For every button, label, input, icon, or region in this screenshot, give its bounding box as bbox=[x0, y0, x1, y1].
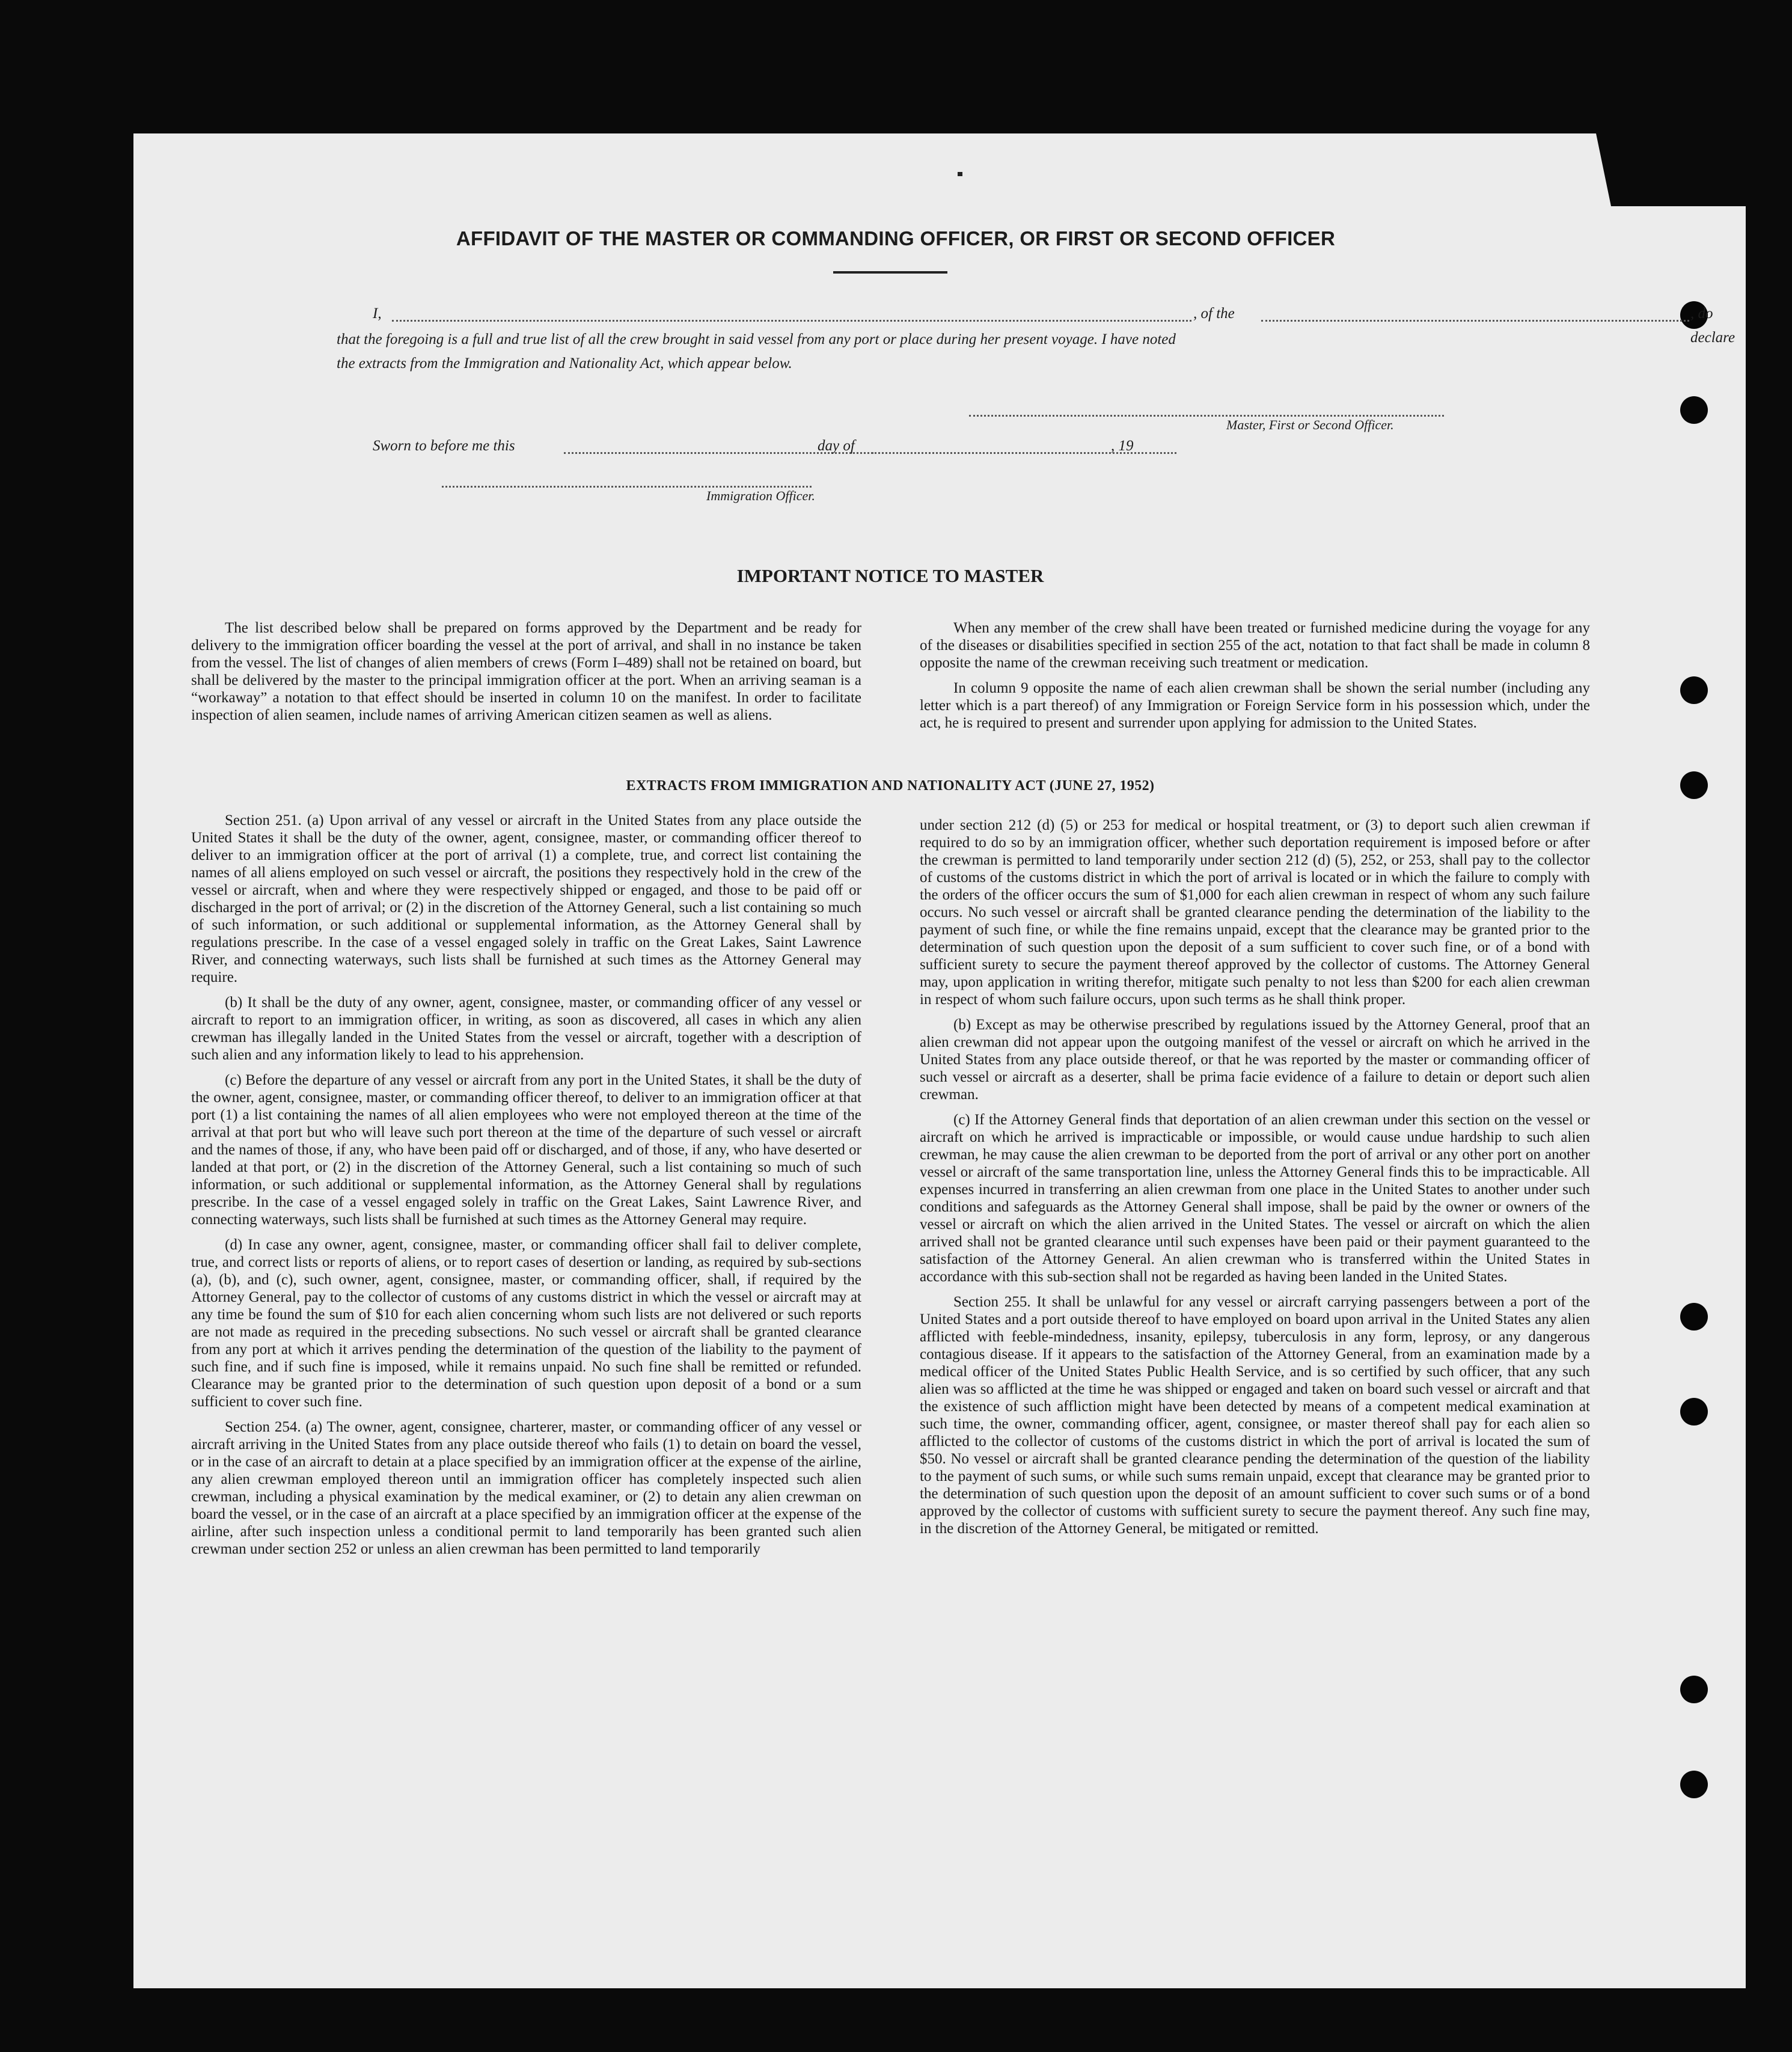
extract-paragraph: (b) It shall be the duty of any owner, agent, consignee, master, or commanding officer of any vessel or aircraft to report to an immigration officer, in writing, as soon as discovered, all cases in which any alien crewman has illegally landed in the United States from the vessel or aircraft, together with a description of such alien and any information likely to lead to his apprehension. bbox=[191, 994, 861, 1063]
notice-right-column bbox=[920, 619, 1590, 740]
notice-paragraph: The list described below shall be prepared on forms approved by the Department and be ready for delivery to the immigration officer boarding the vessel at the port of arrival, and shall in no instance be taken from the vessel. The list of changes of alien members of crews (Form I–489) shall not be retained on board, but shall be delivered by the master to the principal immigration officer at the port. When an arriving seaman is a “workaway” a notation to that effect should be inserted in column 10 on the manifest. In order to facilitate inspection of alien seamen, include names of arriving American citizen seamen as well as aliens. bbox=[191, 620, 861, 723]
extracts-right-column bbox=[920, 816, 1590, 1545]
affidavit-of-the: , of the bbox=[1193, 305, 1235, 322]
binder-hole bbox=[1680, 396, 1708, 424]
title-rule bbox=[833, 271, 947, 274]
binder-hole bbox=[1680, 1676, 1708, 1703]
extract-paragraph: under section 212 (d) (5) or 253 for medical or hospital treatment, or (3) to deport such alien crewman if required to do so by an immigration officer, whether such deportation requirement is imposed before or after the crewman is permitted to land temporarily under section 212 (d) (5), 252, or 253, shall pay to the collector of customs of the customs district in which the port of arrival is located or in which the failure to comply with the orders of the officer occurs the sum of $1,000 for each alien crewman in respect of whom any such failure occurs. No such vessel or aircraft shall be granted clearance pending the determination of the liability to the payment of such fine, or while the fine remains unpaid, except that the clearance may be granted prior to the determination of such question upon the deposit of a sum sufficient to cover such fine, or of a bond with sufficient surety to secure the payment thereof approved by the collector of customs. The Attorney General may, upon application in writing therefor, mitigate such penalty to not less than $200 for each alien crewman in respect of whom such failure occurs, upon such terms as he shall think proper. bbox=[920, 817, 1590, 1008]
notice-paragraph: When any member of the crew shall have been treated or furnished medicine during the voyage for any of the diseases or disabilities specified in section 255 of the act, notation to that fact shall be made in column 8 opposite the name of the crewman receiving such treatment or medication. bbox=[920, 620, 1590, 671]
extract-paragraph: (c) Before the departure of any vessel or aircraft from any port in the United States, it shall be the duty of the owner, agent, consignee, master, or commanding officer thereof, to deliver to an immigration officer at that port (1) a list containing the names of all alien employees who were not employed thereon at the time of the arrival at that port but who will leave such port thereon at the time of the departure of such vessel or aircraft and the names of those, if any, who have been paid off or discharged, and of those, if any, who have deserted or landed at that port, or (2) in the discretion of the Attorney General, such a list containing so much of such information, or such additional or supplemental information, as the Attorney General shall by regulations prescribe. In the case of a vessel engaged solely in traffic on the Great Lakes, Saint Lawrence River, and connecting waterways, such lists shall be furnished at such times as the Attorney General may require. bbox=[191, 1072, 861, 1228]
notice-paragraph: In column 9 opposite the name of each alien crewman shall be shown the serial number (including any letter which is a part thereof) of any Immigration or Foreign Service form in his possession which, under the act, he is required to present and surrender upon applying for admission to the United States. bbox=[920, 680, 1590, 731]
affidavit-line-3: the extracts from the Immigration and Nationality Act, which appear below. bbox=[337, 355, 792, 372]
master-signature-label: Master, First or Second Officer. bbox=[1226, 417, 1394, 432]
year-text: , 19 bbox=[1111, 438, 1134, 454]
officer-signature-line[interactable] bbox=[442, 486, 812, 488]
vessel-blank[interactable] bbox=[1261, 320, 1689, 322]
extracts-left-column bbox=[191, 812, 861, 1566]
extract-paragraph: Section 255. It shall be unlawful for any vessel or aircraft carrying passengers between a port of the United States and a port outside thereof to have employed on board upon arrival in the United States any alien afflicted with feeble-mindedness, insanity, epilepsy, tuberculosis in any form, leprosy, or any dangerous contagious disease. If it appears to the satisfaction of the Attorney General, from an examination made by a medical officer of the United States Public Health Service, and is so certified by such officer, that any such alien was so afflicted at the time he was shipped or engaged and taken on board such vessel or aircraft and that the existence of such affliction might have been detected by means of a competent medical examination at such time, the owner, commanding officer, agent, consignee, or master thereof shall pay for each alien so afflicted to the collector of customs of the customs district in which the port of arrival is located the sum of $50. No vessel or aircraft shall be granted clearance pending the determination of the question of the liability to the payment of such sums, or while such sums remain unpaid, except that clearance may be granted prior to the determination of such question upon the deposit of an amount sufficient to cover such sums or of a bond approved by the collector of customs with sufficient surety to secure the payment thereof. Any such fine may, in the discretion of the Attorney General, be mitigated or remitted. bbox=[920, 1294, 1590, 1537]
affidavit-line-2: that the foregoing is a full and true list of all the crew brought in said vessel from any port or place during her present voyage. I have noted bbox=[337, 331, 1176, 348]
binder-hole bbox=[1680, 1771, 1708, 1798]
name-blank[interactable] bbox=[392, 320, 1191, 322]
notice-left-column bbox=[191, 619, 861, 732]
extract-paragraph: (d) In case any owner, agent, consignee, master, or commanding officer shall fail to deliver complete, true, and correct lists or reports of aliens, or to report cases of desertion or landing, as required by sub-sections (a), (b), and (c), such owner, agent, consignee, master, or commanding officer, shall, if required by the Attorney General, pay to the collector of customs of any customs district in which the vessel or aircraft may at any time be found the sum of $10 for each alien concerning whom such lists are not delivered or such reports are not made as required in the preceding subsections. No such vessel or aircraft shall be granted clearance from any port at which it arrives pending the determination of the question of the liability to the payment of such fine, and if such fine is imposed, while it remains unpaid. No such fine shall be remitted or refunded. Clearance may be granted prior to the determination of such question upon deposit of a bond or a sum sufficient to cover such fine. bbox=[191, 1237, 861, 1410]
day-of-text: day of bbox=[818, 438, 855, 454]
officer-signature-label: Immigration Officer. bbox=[706, 488, 815, 503]
sworn-month-blank[interactable] bbox=[872, 452, 1111, 454]
affidavit-i: I, bbox=[373, 305, 382, 322]
extract-paragraph: Section 254. (a) The owner, agent, consignee, charterer, master, or commanding officer of any vessel or aircraft arriving in the United States from any place outside thereof who fails (1) to detain on board the vessel, or in the case of an aircraft to detain at a place specified by an immigration officer at the expense of the airline, any alien crewman employed thereon until an immigration officer has completely inspected such alien crewman, including a physical examination by the medical examiner, or (2) to detain any alien crewman on board the vessel, or in the case of an aircraft at a place specified by an immigration officer at the expense of the airline, after such inspection unless a conditional permit to land temporarily has been granted such alien crewman under section 252 or unless an alien crewman has been permitted to land temporarily bbox=[191, 1419, 861, 1557]
sworn-text: Sworn to before me this bbox=[373, 438, 515, 454]
binder-hole bbox=[1680, 1303, 1708, 1331]
sworn-year-blank[interactable] bbox=[1145, 452, 1176, 454]
binder-hole bbox=[1680, 676, 1708, 704]
affidavit-title: AFFIDAVIT OF THE MASTER OR COMMANDING OFFICER, OR FIRST OR SECOND OFFICER bbox=[456, 227, 1336, 250]
binder-hole bbox=[1680, 771, 1708, 799]
extract-paragraph: Section 251. (a) Upon arrival of any vessel or aircraft in the United States from any place outside the United States it shall be the duty of the owner, agent, consignee, master, or commanding officer thereof to deliver to an immigration officer at the port of arrival (1) a complete, true, and correct list containing the names of all aliens employed on such vessel or aircraft, the positions they respectively hold in the crew of the vessel or aircraft, when and where they were respectively shipped or engaged, and those to be paid off or discharged in the port of arrival; or (2) in the discretion of the Attorney General, such a list containing so much of such information, or such additional or supplemental information, as the Attorney General shall by regulations prescribe. In the case of a vessel engaged solely in traffic on the Great Lakes, Saint Lawrence River, and connecting waterways, such lists shall be furnished at such times as the Attorney General may require. bbox=[191, 812, 861, 985]
extracts-heading: EXTRACTS FROM IMMIGRATION AND NATIONALITY ACT (JUNE 27, 1952) bbox=[626, 778, 1155, 794]
master-signature-line[interactable] bbox=[969, 415, 1444, 417]
extract-paragraph: (b) Except as may be otherwise prescribed by regulations issued by the Attorney General, proof that an alien crewman did not appear upon the outgoing manifest of the vessel or aircraft on which he arrived in the United States from any place outside thereof, or that he was reported by the master or commanding officer of such vessel or aircraft as a deserter, shall be prima facie evidence of a failure to detain or deport such alien crewman. bbox=[920, 1017, 1590, 1103]
notice-heading: IMPORTANT NOTICE TO MASTER bbox=[736, 565, 1044, 586]
extract-paragraph: (c) If the Attorney General finds that deportation of an alien crewman under this section on the vessel or aircraft on which he arrived is impracticable or impossible, or would cause undue hardship to such alien crewman, he may cause the alien crewman to be deported from the port of arrival or any other port on another vessel or aircraft of the same transportation line, unless the Attorney General finds this to be impracticable. All expenses incurred in transferring an alien crewman from one place in the United States to another under such conditions and safeguards as the Attorney General shall impose, shall be paid by the owner or owners of the vessel or aircraft on which the alien arrived in the United States. The vessel or aircraft on which the alien arrived shall not be granted clearance until such expenses have been paid or their payment guaranteed to the satisfaction of the Attorney General. An alien crewman who is transferred within the United States in accordance with this sub-section shall not be regarded as having been landed in the United States. bbox=[920, 1112, 1590, 1285]
affidavit-do-declare: , do declare bbox=[1690, 305, 1735, 346]
binder-hole bbox=[1680, 1398, 1708, 1426]
